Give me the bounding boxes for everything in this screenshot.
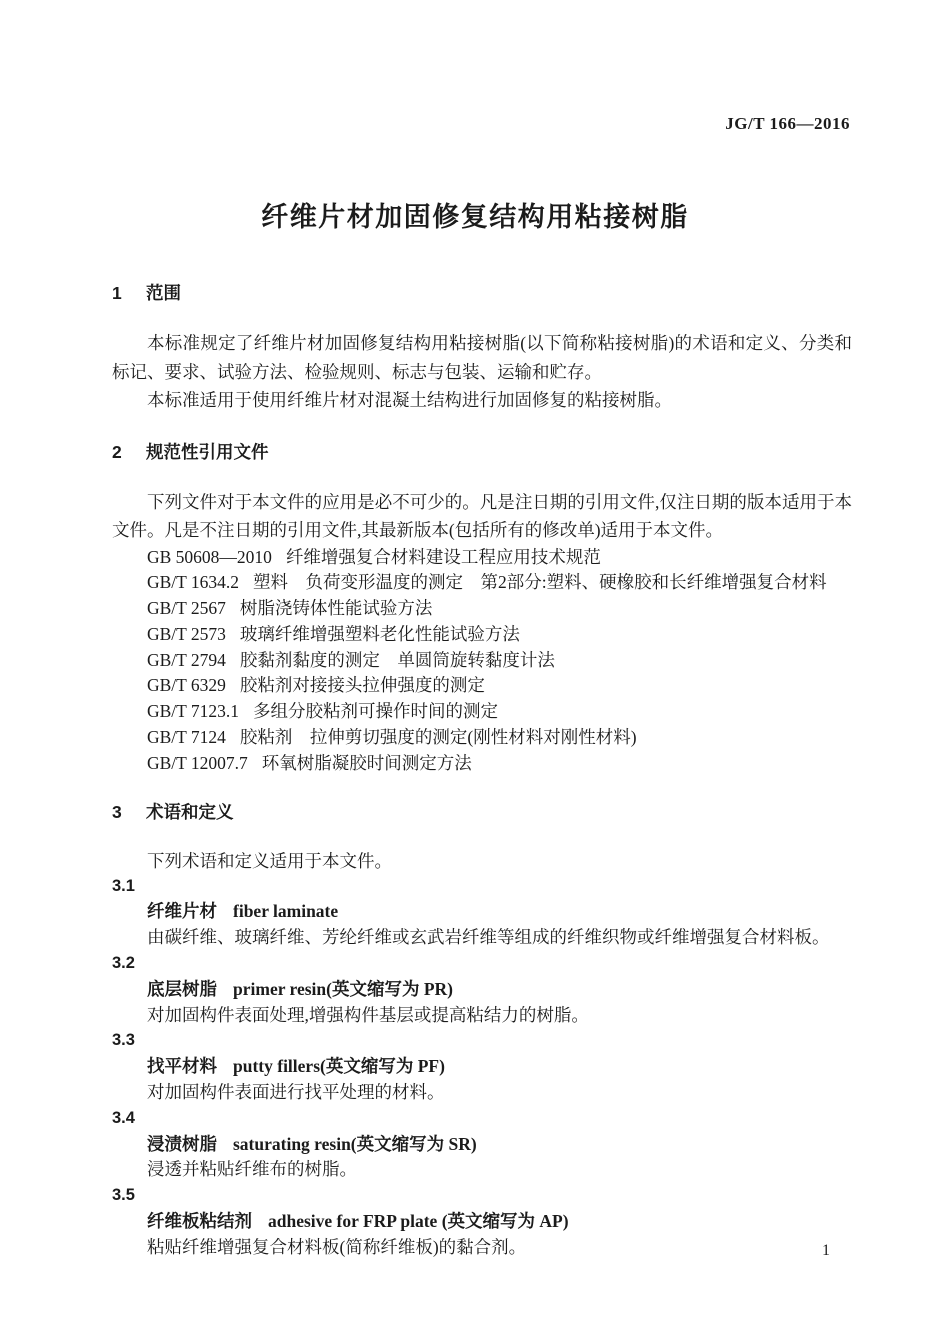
term-definition: 对加固构件表面进行找平处理的材料。 <box>147 1082 445 1103</box>
term-english: saturating resin(英文缩写为 SR) <box>233 1133 477 1154</box>
term-english: primer resin(英文缩写为 PR) <box>233 978 454 999</box>
term-block <box>112 951 852 1028</box>
section-3-title: 术语和定义 <box>146 801 234 822</box>
reference-item <box>112 699 852 725</box>
term-block <box>112 1183 852 1260</box>
term-chinese: 浸渍树脂 <box>147 1133 217 1154</box>
reference-item <box>112 596 852 622</box>
term-english: adhesive for FRP plate (英文缩写为 AP) <box>268 1211 569 1232</box>
term-chinese: 底层树脂 <box>147 978 217 999</box>
reference-code: GB 50608—2010 <box>147 546 272 567</box>
document-title: 纤维片材加固修复结构用粘接树脂 <box>261 202 689 232</box>
paragraph: 本标准规定了纤维片材加固修复结构用粘接树脂(以下简称粘接树脂)的术语和定义、分类和标记、要求、试验方法、检验规则、标志与包装、运输和贮存。 <box>112 333 852 382</box>
term-english: putty fillers(英文缩写为 PF) <box>233 1056 445 1077</box>
term-definition: 浸透并粘贴纤维布的树脂。 <box>147 1159 357 1180</box>
section-2-title: 规范性引用文件 <box>146 441 269 462</box>
reference-code: GB/T 2794 <box>147 649 226 670</box>
term-english: fiber laminate <box>233 901 339 922</box>
term-line <box>112 899 852 925</box>
reference-code: GB/T 7124 <box>147 727 226 748</box>
term-definition: 对加固构件表面处理,增强构件基层或提高粘结力的树脂。 <box>147 1004 589 1025</box>
page-number: 1 <box>822 1242 830 1259</box>
reference-code: GB/T 2567 <box>147 598 226 619</box>
reference-title: 塑料 负荷变形温度的测定 第2部分:塑料、硬橡胶和长纤维增强复合材料 <box>253 572 827 593</box>
term-number: 3.2 <box>112 954 135 973</box>
paragraph: 下列术语和定义适用于本文件。 <box>147 850 392 871</box>
term-chinese: 找平材料 <box>147 1056 217 1077</box>
reference-title: 胶粘剂 拉伸剪切强度的测定(刚性材料对刚性材料) <box>239 727 637 748</box>
term-block <box>112 1106 852 1183</box>
reference-code: GB/T 6329 <box>147 675 226 696</box>
section-3-number: 3 <box>112 801 122 822</box>
term-definition: 由碳纤维、玻璃纤维、芳纶纤维或玄武岩纤维等组成的纤维织物或纤维增强复合材料板。 <box>147 927 830 948</box>
term-line <box>112 1132 852 1158</box>
reference-title: 纤维增强复合材料建设工程应用技术规范 <box>285 546 601 567</box>
reference-title: 多组分胶粘剂可操作时间的测定 <box>253 701 499 722</box>
reference-title: 树脂浇铸体性能试验方法 <box>239 598 433 619</box>
reference-item <box>112 751 852 777</box>
reference-title: 玻璃纤维增强塑料老化性能试验方法 <box>239 623 520 644</box>
reference-title: 胶黏剂黏度的测定 单圆筒旋转黏度计法 <box>239 649 555 670</box>
terms-list <box>112 874 852 1261</box>
reference-item <box>112 545 852 571</box>
term-number: 3.1 <box>112 876 135 895</box>
term-chinese: 纤维片材 <box>147 901 217 922</box>
section-1-heading <box>112 282 852 304</box>
standard-code: JG/T 166—2016 <box>725 114 850 133</box>
section-2-number: 2 <box>112 441 122 462</box>
paragraph: 本标准适用于使用纤维片材对混凝土结构进行加固修复的粘接树脂。 <box>147 390 672 410</box>
term-chinese: 纤维板粘结剂 <box>147 1211 252 1232</box>
reference-code: GB/T 2573 <box>147 623 226 644</box>
term-line <box>112 977 852 1003</box>
reference-item <box>112 648 852 674</box>
term-number: 3.4 <box>112 1108 135 1127</box>
term-number: 3.5 <box>112 1186 135 1205</box>
reference-code: GB/T 12007.7 <box>147 752 248 773</box>
section-1-number: 1 <box>112 283 122 303</box>
term-line <box>112 1209 852 1235</box>
reference-item <box>112 570 852 596</box>
paragraph: 下列文件对于本文件的应用是必不可少的。凡是注日期的引用文件,仅注日期的版本适用于本文件。凡是不注日期的引用文件,其最新版本(包括所有的修改单)适用于本文件。 <box>112 491 852 540</box>
term-definition: 粘贴纤维增强复合材料板(简称纤维板)的黏合剂。 <box>147 1236 527 1257</box>
document-body <box>112 0 852 1261</box>
reference-title: 环氧树脂凝胶时间测定方法 <box>261 752 472 773</box>
section-1-title: 范围 <box>146 283 181 303</box>
term-line <box>112 1054 852 1080</box>
reference-item <box>112 725 852 751</box>
term-number: 3.3 <box>112 1031 135 1050</box>
term-block <box>112 1028 852 1105</box>
reference-code: GB/T 1634.2 <box>147 572 240 593</box>
term-block <box>112 874 852 951</box>
reference-item <box>112 622 852 648</box>
reference-title: 胶粘剂对接接头拉伸强度的测定 <box>239 675 485 696</box>
reference-list <box>112 545 852 777</box>
section-3-heading <box>112 801 852 823</box>
reference-item <box>112 673 852 699</box>
reference-code: GB/T 7123.1 <box>147 701 240 722</box>
section-2-heading <box>112 441 852 463</box>
